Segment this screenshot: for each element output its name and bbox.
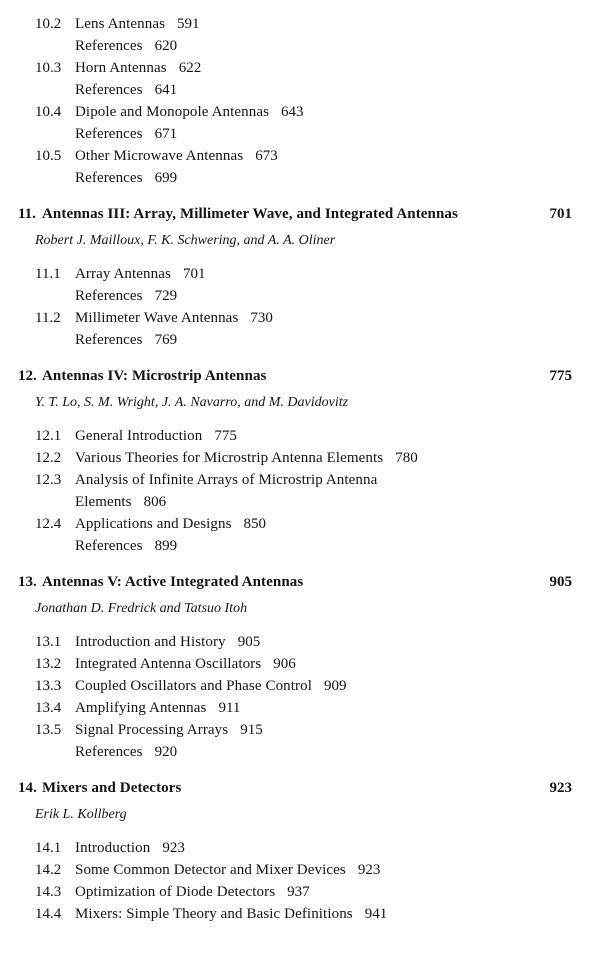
section-page-number: 769: [154, 332, 178, 348]
section-number: [35, 35, 75, 57]
section-text: [75, 101, 460, 123]
section-number: 14.2: [35, 862, 62, 878]
toc-chapter: [18, 777, 572, 925]
toc-section-row: [35, 859, 572, 881]
section-title: Horn Antennas: [75, 60, 167, 76]
toc-section-row: [35, 903, 572, 925]
section-number: 11.1: [35, 266, 61, 282]
chapter-heading: [18, 365, 572, 387]
section-text: [75, 79, 460, 101]
section-number: 10.2: [35, 16, 62, 32]
toc-section-row: [35, 535, 572, 557]
section-page-number: 937: [287, 884, 310, 900]
section-text: [75, 469, 460, 513]
toc-section-row: [35, 719, 572, 741]
section-text: [75, 13, 460, 35]
toc-section-row: [35, 123, 572, 145]
section-text: [75, 425, 460, 447]
chapter-authors: Jonathan D. Fredrick and Tatsuo Itoh: [35, 601, 248, 616]
section-number: [35, 535, 75, 557]
toc-section-row: [35, 35, 572, 57]
section-title: Dipole and Monopole Antennas: [75, 104, 270, 120]
section-text: [75, 513, 460, 535]
section-number: 13.4: [35, 700, 62, 716]
section-title: References: [75, 126, 143, 142]
section-page-number: 899: [154, 538, 178, 554]
toc-section-row: [35, 513, 572, 535]
chapter-sections: [18, 263, 572, 351]
section-title: Mixers: Simple Theory and Basic Definitions: [75, 906, 353, 922]
section-page-number: 673: [255, 148, 278, 164]
toc-section-row: [35, 631, 572, 653]
section-number: 14.1: [35, 840, 62, 856]
toc-section-row: [35, 447, 572, 469]
leading-sections: [18, 13, 572, 189]
section-page-number: 905: [237, 634, 261, 650]
section-text: [75, 145, 460, 167]
toc-section-row: [35, 13, 572, 35]
section-title: Optimization of Diode Detectors: [75, 884, 276, 900]
chapter-heading: [18, 571, 572, 593]
toc-section-row: [35, 285, 572, 307]
section-number: 12.3: [35, 472, 62, 488]
section-page-number: 806: [143, 494, 167, 510]
toc-section-row: [35, 653, 572, 675]
section-title: Applications and Designs: [75, 516, 232, 532]
chapter-sections: [18, 425, 572, 557]
section-page-number: 911: [218, 700, 241, 716]
section-text: [75, 57, 460, 79]
chapter-page-number: 905: [549, 574, 572, 590]
section-text: [75, 837, 460, 859]
toc-section-row: [35, 425, 572, 447]
section-text: [75, 859, 460, 881]
section-text: [75, 263, 460, 285]
chapter-heading: [18, 203, 572, 225]
section-number: 12.2: [35, 450, 62, 466]
section-title: Integrated Antenna Oscillators: [75, 656, 262, 672]
section-number: 13.2: [35, 656, 62, 672]
section-page-number: 941: [364, 906, 388, 922]
chapter-page-number: 923: [549, 780, 572, 796]
section-number: 10.4: [35, 104, 62, 120]
section-text: [75, 307, 460, 329]
section-number: 10.5: [35, 148, 62, 164]
chapter-authors: Robert J. Mailloux, F. K. Schwering, and A. A. Oliner: [35, 233, 336, 248]
section-text: [75, 903, 460, 925]
section-title: References: [75, 288, 143, 304]
section-title: Introduction and History: [75, 634, 226, 650]
toc-section-row: [35, 697, 572, 719]
section-text: [75, 123, 460, 145]
section-page-number: 923: [357, 862, 381, 878]
section-title: References: [75, 332, 143, 348]
section-number: 13.1: [35, 634, 62, 650]
section-title: Lens Antennas: [75, 16, 166, 32]
section-text: [75, 329, 460, 351]
chapter-number: 13.: [18, 574, 37, 590]
section-page-number: 909: [324, 678, 347, 694]
section-page-number: 643: [281, 104, 304, 120]
section-text: [75, 631, 460, 653]
section-number: [35, 329, 75, 351]
section-page-number: 701: [182, 266, 206, 282]
section-number: 12.4: [35, 516, 62, 532]
section-title: References: [75, 744, 143, 760]
section-page-number: 620: [154, 38, 178, 54]
chapter-number: 12.: [18, 368, 37, 384]
chapter-number: 14.: [18, 780, 37, 796]
section-title: References: [75, 38, 143, 54]
toc-section-row: [35, 741, 572, 763]
section-text: [75, 881, 460, 903]
section-title: Signal Processing Arrays: [75, 722, 229, 738]
toc-section-row: [35, 79, 572, 101]
section-title: References: [75, 538, 143, 554]
section-text: [75, 447, 460, 469]
section-title: Millimeter Wave Antennas: [75, 310, 239, 326]
toc-section-row: [35, 57, 572, 79]
section-text: [75, 653, 460, 675]
section-title: Some Common Detector and Mixer Devices: [75, 862, 346, 878]
section-page-number: 775: [214, 428, 237, 444]
section-number: [35, 79, 75, 101]
section-page-number: 699: [154, 170, 178, 186]
toc-chapter: [18, 203, 572, 351]
toc-section-row: [35, 263, 572, 285]
section-page-number: 622: [178, 60, 202, 76]
toc-chapter: [18, 365, 572, 557]
section-page-number: 729: [154, 288, 178, 304]
chapter-number: 11.: [18, 206, 36, 222]
chapter-title: Antennas IV: Microstrip Antennas: [42, 368, 267, 384]
chapter-title: Mixers and Detectors: [42, 780, 182, 796]
chapter-title: Antennas III: Array, Millimeter Wave, and Integrated Antennas: [42, 206, 458, 222]
section-title: Various Theories for Microstrip Antenna Elements: [75, 450, 384, 466]
section-number: [35, 167, 75, 189]
section-number: 13.5: [35, 722, 62, 738]
section-page-number: 730: [250, 310, 273, 326]
section-number: 14.4: [35, 906, 62, 922]
section-number: 11.2: [35, 310, 61, 326]
section-title: Coupled Oscillators and Phase Control: [75, 678, 313, 694]
section-title: Array Antennas: [75, 266, 171, 282]
section-title: Amplifying Antennas: [75, 700, 207, 716]
toc-section-row: [35, 101, 572, 123]
section-page-number: 780: [395, 450, 418, 466]
section-page-number: 850: [243, 516, 267, 532]
section-title: References: [75, 170, 143, 186]
section-text: [75, 167, 460, 189]
section-title: Introduction: [75, 840, 151, 856]
section-text: [75, 719, 460, 741]
section-page-number: 920: [154, 744, 178, 760]
toc-section-row: [35, 675, 572, 697]
section-number: [35, 285, 75, 307]
section-title: Analysis of Infinite Arrays of Microstrip Antenna Elements: [75, 472, 378, 510]
chapter-sections: [18, 631, 572, 763]
chapters-container: [18, 203, 572, 925]
chapter-authors: Erik L. Kollberg: [35, 807, 127, 822]
section-text: [75, 697, 460, 719]
chapter-title: Antennas V: Active Integrated Antennas: [42, 574, 304, 590]
chapter-authors: Y. T. Lo, S. M. Wright, J. A. Navarro, and M. Davidovitz: [35, 395, 349, 410]
section-page-number: 671: [154, 126, 178, 142]
section-text: [75, 535, 460, 557]
section-number: 14.3: [35, 884, 62, 900]
section-title: References: [75, 82, 143, 98]
chapter-heading: [18, 777, 572, 799]
chapter-page-number: 775: [549, 368, 572, 384]
section-page-number: 915: [240, 722, 263, 738]
section-number: [35, 741, 75, 763]
section-number: 12.1: [35, 428, 62, 444]
section-page-number: 906: [273, 656, 296, 672]
toc-chapter: [18, 571, 572, 763]
section-text: [75, 285, 460, 307]
toc-section-row: [35, 329, 572, 351]
toc-section-row: [35, 469, 572, 513]
toc-section-row: [35, 837, 572, 859]
section-title: General Introduction: [75, 428, 203, 444]
section-page-number: 591: [177, 16, 200, 32]
section-text: [75, 741, 460, 763]
chapter-sections: [18, 837, 572, 925]
toc-section-row: [35, 167, 572, 189]
section-text: [75, 35, 460, 57]
section-text: [75, 675, 460, 697]
toc-section-row: [35, 145, 572, 167]
toc-section-row: [35, 307, 572, 329]
chapter-page-number: 701: [549, 206, 572, 222]
section-page-number: 641: [154, 82, 178, 98]
section-title: Other Microwave Antennas: [75, 148, 244, 164]
section-page-number: 923: [162, 840, 185, 856]
section-number: 13.3: [35, 678, 62, 694]
section-number: [35, 123, 75, 145]
toc-section-row: [35, 881, 572, 903]
section-number: 10.3: [35, 60, 62, 76]
